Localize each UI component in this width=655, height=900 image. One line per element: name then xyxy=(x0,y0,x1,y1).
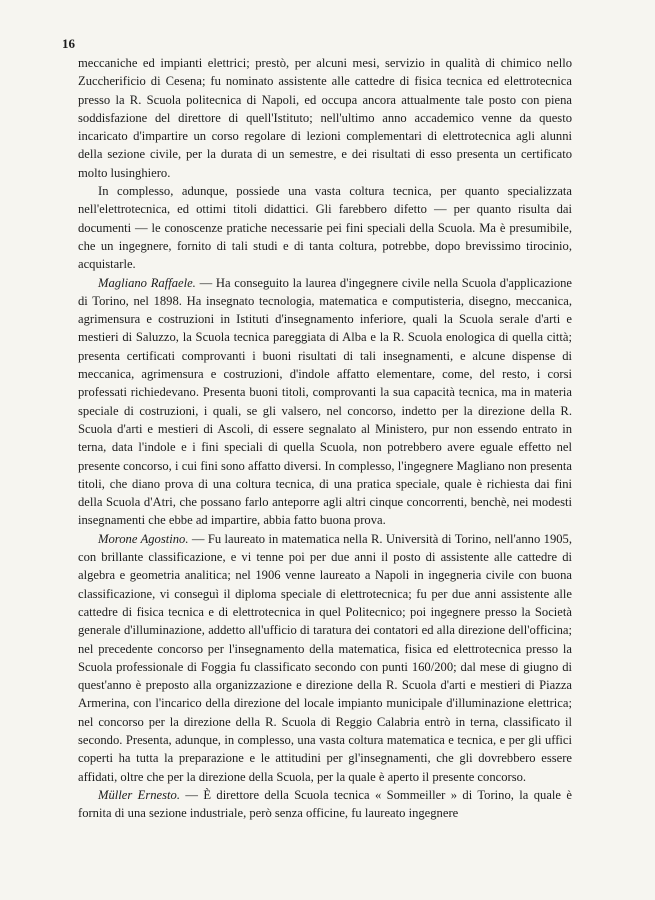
candidate-name: Müller Ernesto. xyxy=(98,787,180,802)
entry-magliano xyxy=(78,274,572,530)
entry-muller xyxy=(78,786,572,823)
candidate-name: Magliano Raffaele. xyxy=(98,275,196,290)
paragraph-text: — Fu laureato in matematica nella R. Università di Torino, nell'anno 1905, con brillante classificazione, e vi tenne poi per due anni il posto di assistente alle cattedre di algebra e geometria analitica; nel 1906 venne laureato a Napoli in ingegneria civile con buona classificazione, vi conseguì il diploma speciale di elettrotecnica; fu per due anni assistente alle cattedre di fisica tecnica e di elettrotecnica in quel Politecnico; poi ingegnere presso la Società generale d'illuminazione, addetto all'ufficio di taratura dei contatori ed alla direzione dell'officina; nel precedente concorso per l'insegnamento della matematica, fisica ed elettrotecnica presso la Scuola professionale di Foggia fu classificato secondo con punti 160/200; dal mese di giugno di quest'anno è preposto alla organizzazione e direzione della R. Scuola d'arti e mestieri di Piazza Armerina, con l'incarico della direzione del locale impianto municipale d'illuminazione elettrica; nel concorso per la direzione della R. Scuola di Reggio Calabria entrò in terna, classificato il secondo. Presenta, adunque, in complesso, una vasta coltura matematica e tecnica, e per gli uffici coperti ha tutta la preparazione e le attitudini per gl'insegnamenti, che gli dovrebbero essere affidati, oltre che per la direzione della Scuola, per la quale è aperto il presente concorso. xyxy=(78,531,572,784)
page-number: 16 xyxy=(62,36,75,51)
paragraph-text: In complesso, adunque, possiede una vasta coltura tecnica, per quanto specializzata nell'elettrotecnica, ed ottimi titoli didattici. Gli farebbero difetto — per quanto risulta dai documenti — le conoscenze pratiche necessarie pei fini speciali della Scuola. Ma è presumibile, che un ingegnere, fornito di tali studi e di tanta coltura, potrebbe, dopo brevissimo tirocinio, acquistarle. xyxy=(78,184,572,272)
paragraph-continuation xyxy=(78,54,572,182)
paragraph-text: — È direttore della Scuola tecnica « Sommeiller » di Torino, la quale è fornita di una sezione industriale, però senza officine, fu laureato ingegnere xyxy=(78,787,572,821)
paragraph-text: meccaniche ed impianti elettrici; prestò, per alcuni mesi, servizio in qualità di chimico nello Zuccherificio di Cesena; fu nominato assistente alle cattedre di fisica tecnica ed elettrotecnica presso la R. Scuola politecnica di Napoli, ed occupa ancora attualmente tale posto con piena soddisfazione del direttore di quell'Istituto; nell'ultimo anno accademico venne da questo incaricato d'impartire un corso regolare di lezioni complementari di elettrotecnica agli alunni della sezione civile, per la durata di un semestre, e dei risultati di esso presenta un certificato molto lusinghiero. xyxy=(78,56,572,180)
page-body xyxy=(78,54,572,822)
paragraph-text: — Ha conseguito la laurea d'ingegnere civile nella Scuola d'applicazione di Torino, nel 1898. Ha insegnato tecnologia, matematica e computisteria, disegno, meccanica, agrimensura e costruzioni in Istituti d'insegnamento inferiore, quali la Scuola serale d'arti e mestieri di Saluzzo, la Scuola tecnica pareggiata di Alba e la R. Scuola enologica di quella città; presenta certificati comprovanti i buoni risultati di tali insegnamenti, e alcune dispense di meccanica, agrimensura e costruzioni, d'indole affatto elementare, come, del resto, i corsi professati richiedevano. Presenta buoni titoli, comprovanti la sua capacità tecnica, ma in materia speciale di costruzioni, i quali, se gli valsero, nel concorso, indetto per la direzione della R. Scuola d'arti e mestieri di Ascoli, di essere segnalato al Ministero, pur non essendo entrato in terna, data l'indole e i fini speciali di quella Scuola, non potrebbero avere eguale effetto nel presente concorso, i cui fini sono affatto diversi. In complesso, l'ingegnere Magliano non presenta titoli, che diano prova di una coltura tecnica, di una pratica speciale, quale è richiesta dai fini della Scuola d'Atri, che possano farlo anteporre agli altri cinque concorrenti, benchè, nei modesti insegnamenti che ebbe ad impartire, abbia fatto buona prova. xyxy=(78,275,573,528)
entry-morone xyxy=(78,530,572,786)
candidate-name: Morone Agostino. xyxy=(98,531,189,546)
paragraph-summary xyxy=(78,182,572,273)
